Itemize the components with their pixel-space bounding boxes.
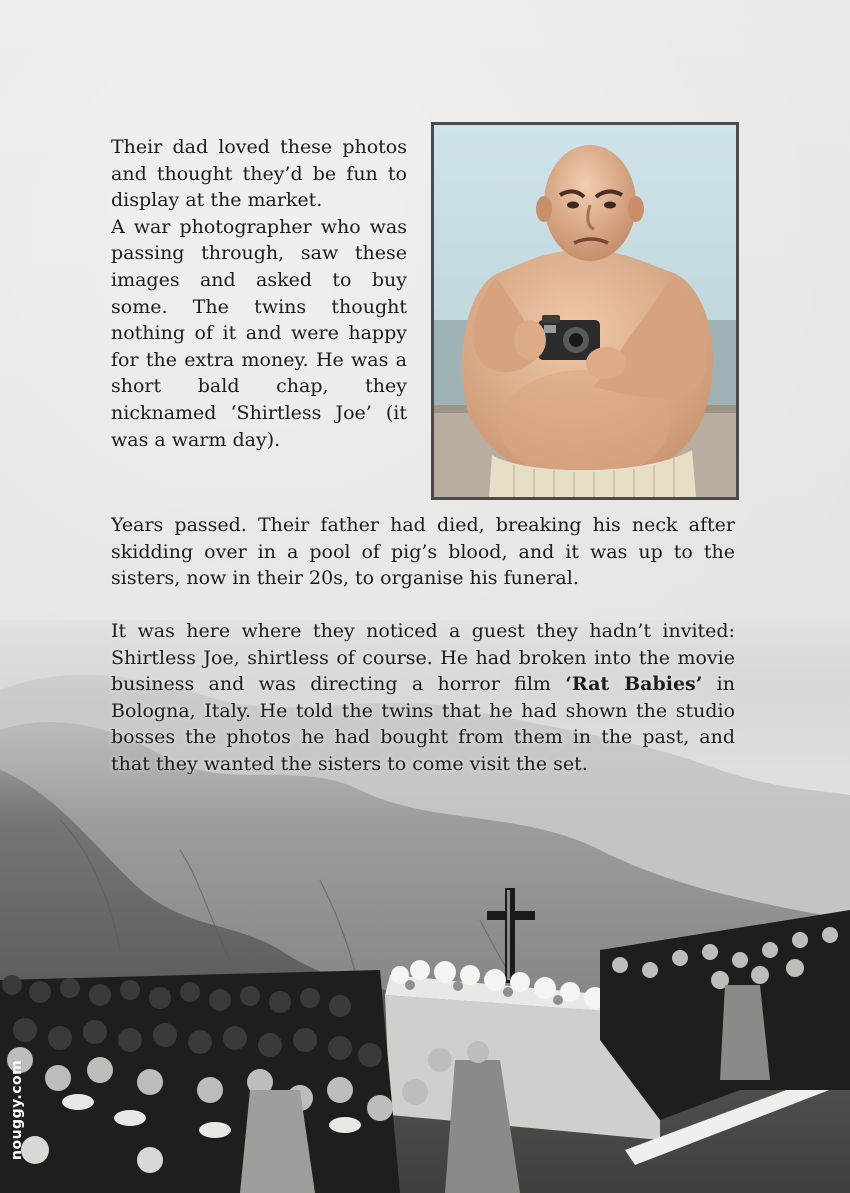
paragraph-uninvited-guest <box>111 618 735 778</box>
paragraph-dad-loved-photos: Their dad loved these photos and thought they’d be fun to display at the market. <box>111 136 407 212</box>
film-title: ‘Rat Babies’ <box>565 673 703 696</box>
photographer-portrait-illustration <box>434 125 736 497</box>
story-column-left <box>111 134 407 453</box>
paragraph-father-died: Years passed. Their father had died, breaking his neck after skidding over in a pool of pig’s blood, and it was up to the sisters, now in their 20s, to organise his funeral. <box>111 514 735 590</box>
guest-text-part-b: in Bologna, Italy. He told the twins that he had shown the studio bosses the photos he had bought from them in the past, and that they wanted the sisters to come visit the set. <box>111 673 735 775</box>
shirtless-joe-photo <box>431 122 739 500</box>
paragraph-war-photographer: A war photographer who was passing through, saw these images and asked to buy some. The twins thought nothing of it and were happy for the extra money. He was a short bald chap, they nicknamed ‘Shirtless Joe’ (it was a warm day). <box>111 215 407 451</box>
site-watermark: nouggy.com <box>9 1059 25 1160</box>
guest-text-part-a: It was here where they noticed a guest they hadn’t invited: Shirtless Joe, shirtless of course. He had broken into the movie business and was directing a horror film <box>111 620 735 696</box>
